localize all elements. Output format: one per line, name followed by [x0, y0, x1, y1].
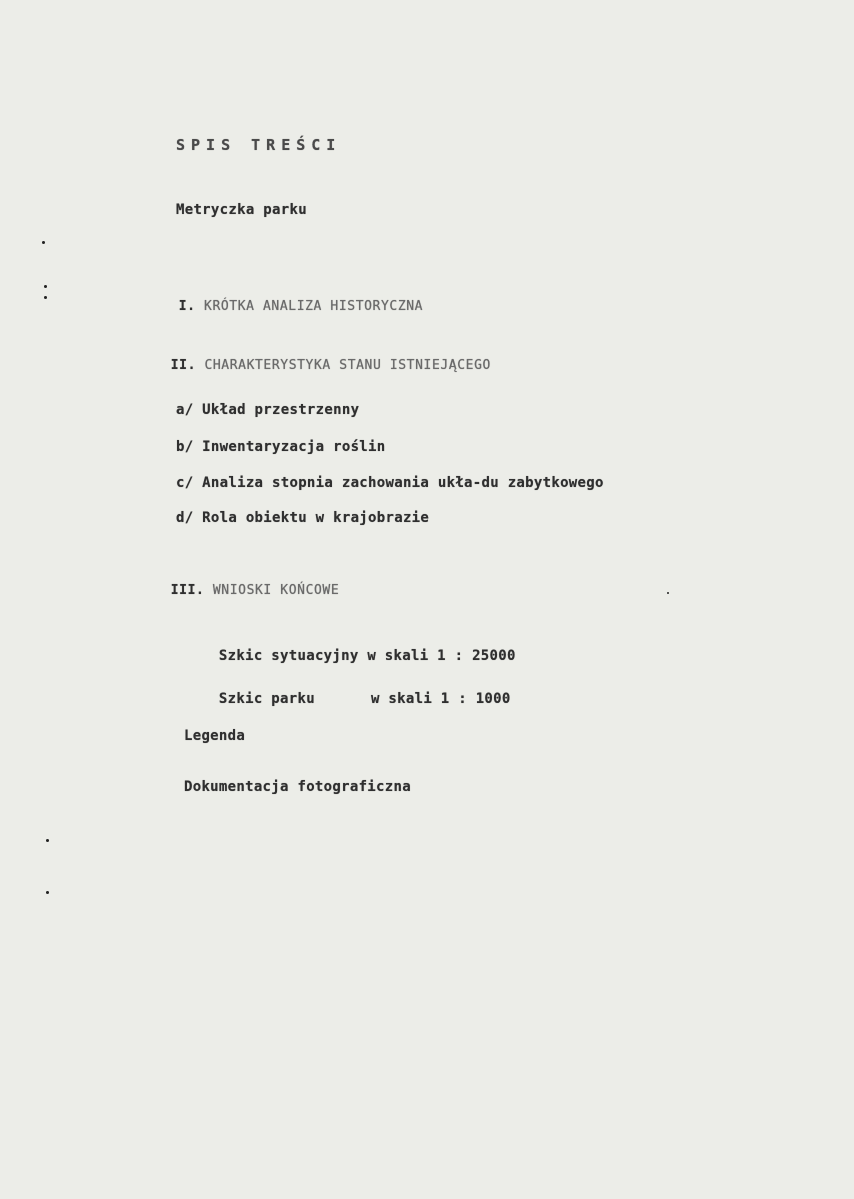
appendix-photos: Dokumentacja fotograficzna	[184, 779, 411, 795]
paper-speck	[46, 839, 49, 842]
toc-section-3	[137, 568, 339, 613]
section-number: III.	[170, 583, 205, 598]
paper-speck	[44, 285, 47, 288]
sketch-scale: w skali 1 : 25000	[367, 648, 516, 664]
appendix-sketch-park	[184, 675, 511, 723]
toc-section-2	[137, 343, 491, 388]
page-title: SPIS TREŚCI	[176, 136, 342, 154]
sketch-label: Szkic sytuacyjny	[218, 648, 359, 664]
toc-subitem-d: d/ Rola obiektu w krajobrazie	[176, 510, 430, 526]
section-label: KRÓTKA ANALIZA HISTORYCZNA	[204, 299, 424, 314]
paper-speck	[46, 891, 49, 894]
paper-speck	[42, 241, 45, 244]
toc-intro: Metryczka parku	[176, 202, 307, 218]
section-label: WNIOSKI KOŃCOWE	[212, 583, 340, 598]
toc-subitem-c: c/ Analiza stopnia zachowania ukła-du zabytkowego	[176, 475, 604, 491]
section-number: II.	[170, 358, 196, 373]
sketch-label: Szkic parku	[218, 691, 315, 707]
paper-speck	[44, 296, 47, 299]
toc-section-1	[145, 284, 423, 329]
toc-subitem-a: a/ Układ przestrzenny	[176, 402, 360, 418]
appendix-sketch-situation	[184, 632, 516, 680]
appendix-legend: Legenda	[184, 728, 246, 744]
paper-speck	[667, 592, 669, 594]
section-number: I.	[178, 299, 196, 314]
sketch-scale: w skali 1 : 1000	[370, 691, 511, 707]
section-label: CHARAKTERYSTYKA STANU ISTNIEJĄCEGO	[204, 358, 491, 373]
toc-subitem-b: b/ Inwentaryzacja roślin	[176, 439, 386, 455]
